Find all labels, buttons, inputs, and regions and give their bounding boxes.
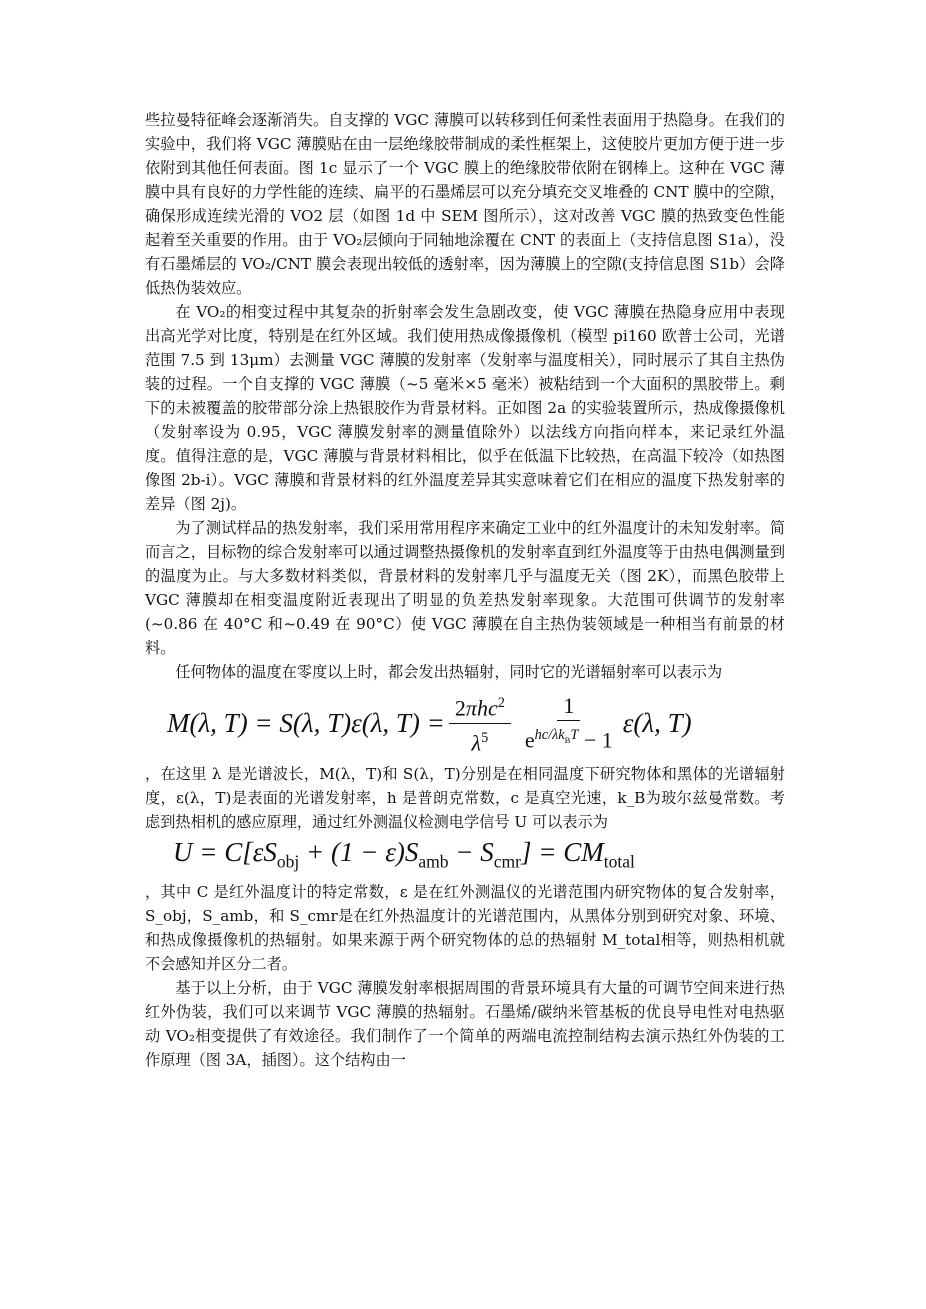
- signal-equation: $U = C[\varepsilon S_{obj} + (1 - \varepsilon)S_{amb} - S_{cmr}] = CM_{total}$: [173, 837, 635, 872]
- paragraph-1: 些拉曼特征峰会逐渐消失。自支撑的 VGC 薄膜可以转移到任何柔性表面用于热隐身。在我们的实验中，我们将 VGC 薄膜贴在由一层绝缘胶带制成的柔性框架上，这使胶片更加方便于进一步依附到其他任何表面。图 1c 显示了一个 VGC 膜上的绝缘胶带依附在钢棒上。这种在 VGC 薄膜中具有良好的力学性能的连续、扁平的石墨烯层可以充分填充交叉堆叠的 CNT 膜中的空隙，确保形成连续光滑的 VO2 层（如图 1d 中 SEM 图所示），这对改善 VGC 膜的热致变色性能起着至关重要的作用。由于 VO₂层倾向于同轴地涂覆在 CNT 的表面上（支持信息图 S1a），没有石墨烯层的 VO₂/CNT 膜会表现出较低的透射率，因为薄膜上的空隙(支持信息图 S1b）会降低热伪装效应。: [145, 111, 785, 297]
- document-page: [145, 108, 785, 1072]
- paragraph-2: 在 VO₂的相变过程中其复杂的折射率会发生急剧改变，使 VGC 薄膜在热隐身应用中表现出高光学对比度，特别是在红外区域。我们使用热成像摄像机（模型 pi160 欧普士公司，光谱范围 7.5 到 13μm）去测量 VGC 薄膜的发射率（发射率与温度相关），同时展示了其自主热伪装的过程。一个自支撑的 VGC 薄膜（~5 毫米×5 毫米）被粘结到一个大面积的黑胶带上。剩下的未被覆盖的胶带部分涂上热银胶作为背景材料。正如图 2a 的实验装置所示，热成像摄像机（发射率设为 0.95，VGC 薄膜发射率的测量值除外）以法线方向指向样本，来记录红外温度。值得注意的是，VGC 薄膜与背景材料相比，似乎在低温下比较热，在高温下较冷（如热图像图 2b-i）。VGC 薄膜和背景材料的红外温度差异其实意味着它们在相应的温度下热发射率的差异（图 2j)。: [145, 303, 785, 513]
- paragraph-7: 基于以上分析，由于 VGC 薄膜发射率根据周围的背景环境具有大量的可调节空间来进行热红外伪装，我们可以来调节 VGC 薄膜的热辐射。石墨烯/碳纳米管基板的优良导电性对电热驱动 VO₂相变提供了有效途径。我们制作了一个简单的两端电流控制结构去演示热红外伪装的工作原理（图 3A，插图）。这个结构由一: [145, 979, 785, 1069]
- paragraph-5: ，在这里 λ 是光谱波长，M(λ，T)和 S(λ，T)分别是在相同温度下研究物体和黑体的光谱辐射度，ε(λ，T)是表面的光谱发射率，h 是普朗克常数，c 是真空光速，k_B为玻尔兹曼常数。考虑到热相机的感应原理，通过红外测温仪检测电学信号 U 可以表示为: [145, 765, 785, 831]
- paragraph-3: 为了测试样品的热发射率，我们采用常用程序来确定工业中的红外温度计的未知发射率。简而言之，目标物的综合发射率可以通过调整热摄像机的发射率直到红外温度等于由热电偶测量到的温度为止。与大多数材料类似，背景材料的发射率几乎与温度无关（图 2K），而黑色胶带上 VGC 薄膜却在相变温度附近表现出了明显的负差热发射率现象。大范围可供调节的发射率(~0.86 在 40°C 和~0.49 在 90°C）使 VGC 薄膜在自主热伪装领域是一种相当有前景的材料。: [145, 519, 785, 657]
- paragraph-4: 任何物体的温度在零度以上时，都会发出热辐射，同时它的光谱辐射率可以表示为: [175, 663, 723, 681]
- paragraph-6: ，其中 C 是红外温度计的特定常数，ε 是在红外测温仪的光谱范围内研究物体的复合发射率，S_obj，S_amb，和 S_cmr是在红外热温度计的光谱范围内，从黑体分别到研究对象、环境、和热成像摄像机的热辐射。如果来源于两个研究物体的总的热辐射 M_total相等，则热相机就不会感知并区分二者。: [145, 883, 785, 973]
- planck-equation: M(λ, T) = S(λ, T)ε(λ, T) = $\frac{2\pi hc^2}{\lambda^5}$ $\frac{1}{e^{hc/\lambda k_BT} - 1}$ ε(λ, T): [167, 692, 692, 755]
